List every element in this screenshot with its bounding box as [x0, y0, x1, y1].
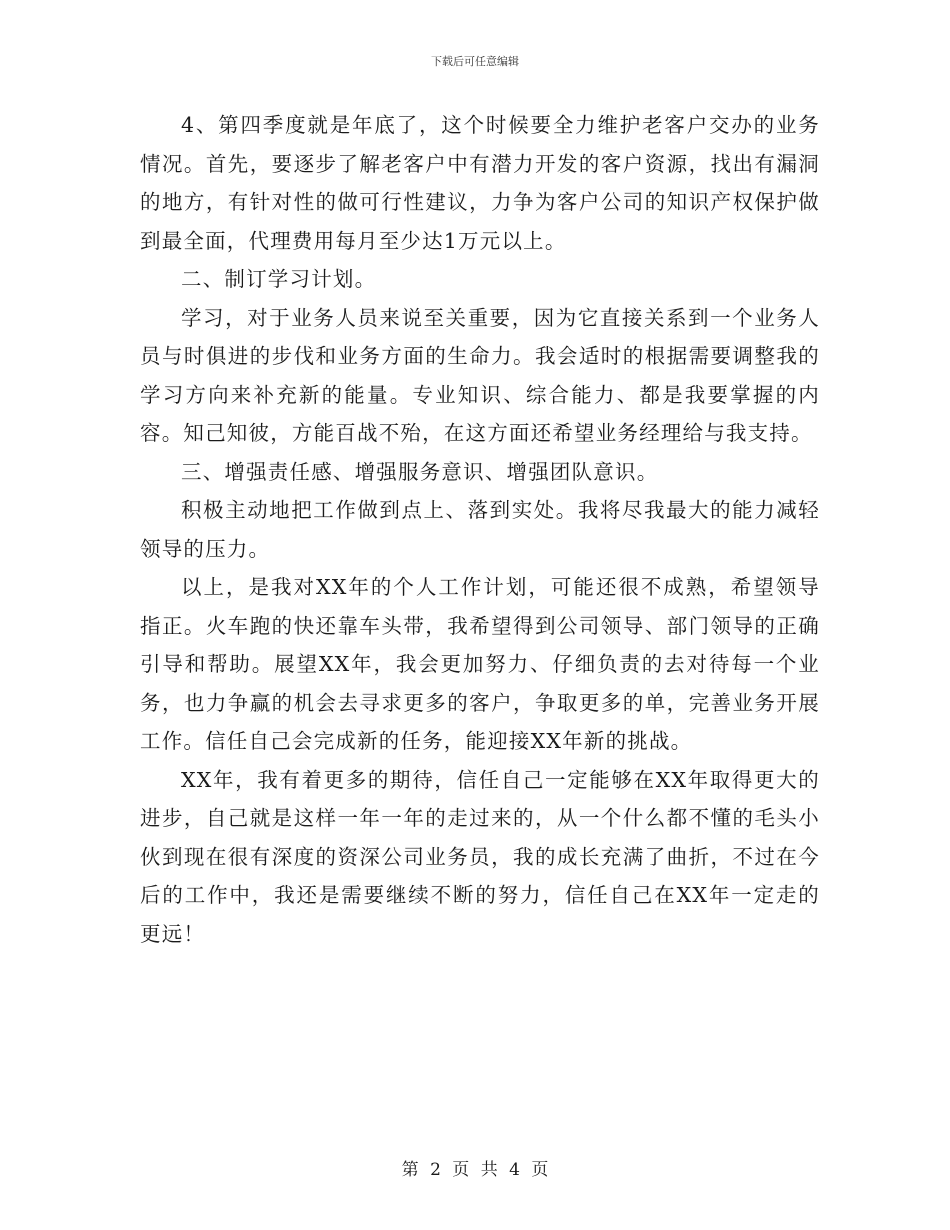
page-header: 下载后可任意编辑 [431, 55, 519, 68]
paragraph-outlook: XX年，我有着更多的期待，信任自己一定能够在XX年取得更大的进步，自己就是这样一年一年的走过来的，从一个什么都不懂的毛头小伙到现在很有深度的资深公司业务员，我的成长充满了曲折，不过在今后的工作中，我还是需要继续不断的努力，信任自己在XX年一定走的更远！ [140, 767, 820, 946]
paragraph-summary: 以上，是我对XX年的个人工作计划，可能还很不成熟，希望领导指正。火车跑的快还靠车头带，我希望得到公司领导、部门领导的正确引导和帮助。展望XX年，我会更加努力、仔细负责的去对待每一个业务，也力争赢的机会去寻求更多的客户，争取更多的单，完善业务开展工作。信任自己会完成新的任务，能迎接XX年新的挑战。 [140, 575, 820, 753]
page-number: 第 2 页 共 4 页 [401, 1160, 549, 1180]
paragraph-q4-clients: 4、第四季度就是年底了，这个时候要全力维护老客户交办的业务情况。首先，要逐步了解老客户中有潜力开发的客户资源，找出有漏洞的地方，有针对性的做可行性建议，力争为客户公司的知识产权保护做到最全面，代理费用每月至少达1万元以上。 [140, 113, 820, 253]
paragraph-study: 学习，对于业务人员来说至关重要，因为它直接关系到一个业务人员与时俱进的步伐和业务方面的生命力。我会适时的根据需要调整我的学习方向来补充新的能量。专业知识、综合能力、都是我要掌握的内容。知己知彼，方能百战不殆，在这方面还希望业务经理给与我支持。 [140, 305, 820, 445]
paragraph-initiative: 积极主动地把工作做到点上、落到实处。我将尽我最大的能力减轻领导的压力。 [140, 498, 820, 561]
heading-study-plan: 二、制订学习计划。 [181, 267, 377, 291]
heading-responsibility: 三、增强责任感、增强服务意识、增强团队意识。 [181, 459, 659, 484]
document-body [140, 106, 820, 953]
